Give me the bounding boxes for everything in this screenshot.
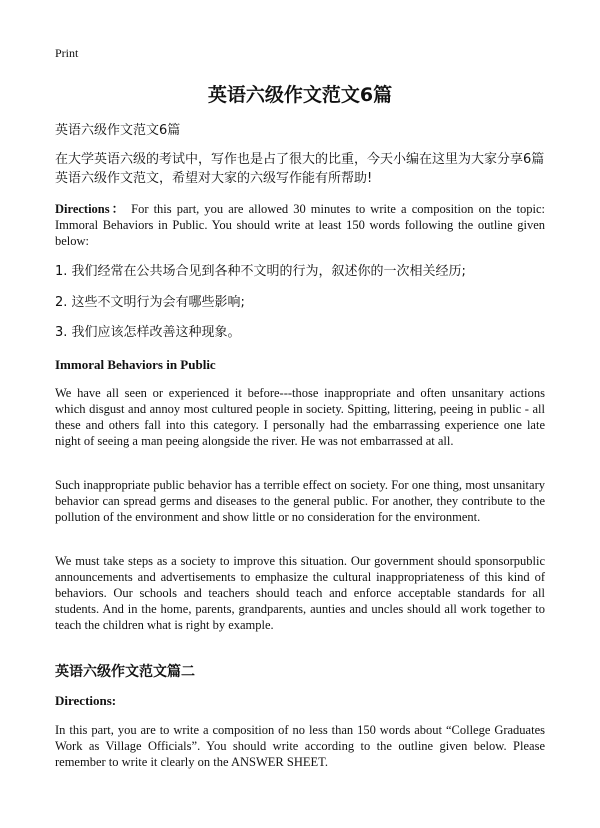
page-title: 英语六级作文范文6篇 [207,84,393,106]
document-subtitle: 英语六级作文范文6篇 [55,123,181,138]
outline-item-1: 1. 我们经常在公共场合见到各种不文明的行为，叙述你的一次相关经历; [55,264,466,279]
essay-paragraph-2: Such inappropriate public behavior has a terrible effect on society. For one thing, most unsanitary behavior can spread germs and diseases to the general public. For another, they contribute to the pollution of the environment and show little or no consideration for the environment. [55,478,545,524]
intro-paragraph: 在大学英语六级的考试中，写作也是占了很大的比重，今天小编在这里为大家分享6篇英语六级作文范文，希望对大家的六级写作能有所帮助! [55,152,545,186]
essay-paragraph-1: We have all seen or experienced it before---those inappropriate and often unsanitary actions which disgust and annoy most cultured people in society. Spitting, littering, peeing in public - all these and others fall into this category. I personally had the embarrassing experience one late night of seeing a man peeing alongside the river. He was not embarrassed at all. [55,386,545,448]
essay-paragraph-3: We must take steps as a society to improve this situation. Our government should sponsorpublic announcements and advertisements to emphasize the cultural inappropriateness of this kind of behaviors. Our schools and teachers should teach and enforce acceptable standards for all students. And in the home, parents, grandparents, aunties and uncles should all work together to teach the children what is right by example. [55,554,545,632]
outline-item-2: 2. 这些不文明行为会有哪些影响; [55,295,245,310]
print-label[interactable]: Print [55,46,79,60]
directions-paragraph-2: In this part, you are to write a composition of no less than 150 words about “College Graduates Work as Village Officials”. You should write according to the outline given below. Please remember to write it clearly on the ANSWER SHEET. [55,723,545,769]
directions-paragraph [55,201,545,249]
directions-label: Directions： [55,202,127,216]
essay-title: Immoral Behaviors in Public [55,357,216,372]
directions-text: For this part, you are allowed 30 minutes to write a composition on the topic: Immoral Behaviors in Public. You should write at least 150 words following the outline given below: [55,202,545,248]
outline-item-3: 3. 我们应该怎样改善这种现象。 [55,325,241,340]
directions-heading-2: Directions: [55,693,117,708]
section-heading-2: 英语六级作文范文篇二 [55,664,195,680]
